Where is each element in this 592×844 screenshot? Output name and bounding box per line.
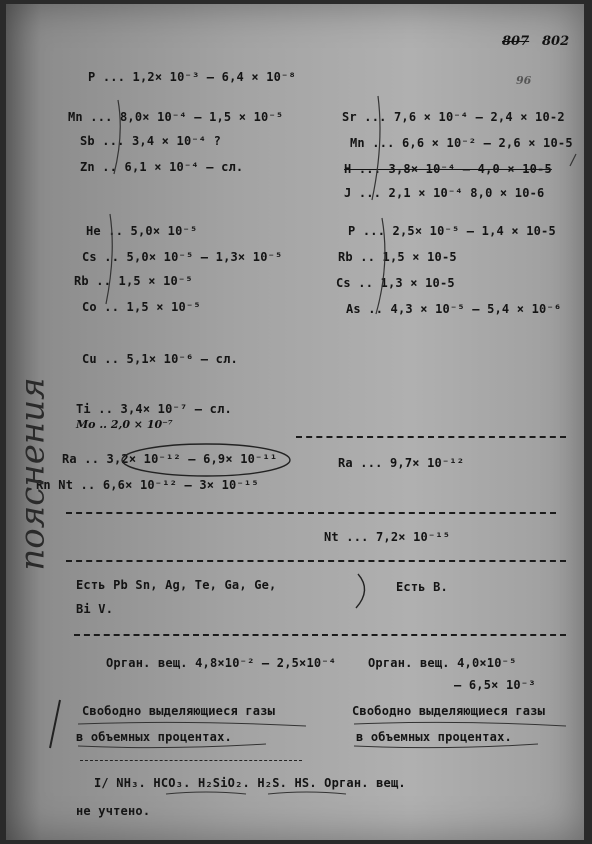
organic-right-line1: Орган. вещ. 4,0×10⁻⁵ <box>368 656 517 670</box>
right-line-sr: Sr ... 7,6 × 10⁻⁴ – 2,4 × 10-2 <box>342 110 565 124</box>
page-number: 802 <box>542 34 570 49</box>
organic-right-line2: – 6,5× 10⁻³ <box>454 678 536 692</box>
separator-dashes-3 <box>66 560 566 562</box>
traces-left-line2: Bi V. <box>76 602 114 616</box>
right-line-j: J ... 2,1 × 10⁻⁴ 8,0 × 10-6 <box>344 186 545 200</box>
gases-right-line1: Свободно выделяющиеся газы <box>352 704 546 718</box>
gases-left-line2: в объемных процентах. <box>76 730 232 744</box>
gases-right-line2: в объемных процентах. <box>356 730 512 744</box>
left-line-p: P ... 1,2× 10⁻³ – 6,4 × 10⁻⁸ <box>88 70 296 84</box>
traces-right: Есть B. <box>396 580 448 594</box>
left-line-mn: Mn ... 8,0× 10⁻⁴ – 1,5 × 10⁻⁵ <box>68 110 284 124</box>
document-page <box>6 4 584 840</box>
left-line-rb: Rb .. 1,5 × 10⁻⁵ <box>74 274 193 288</box>
footer-line1: I/ NH₃. HCO₃. H₂SiO₂. H₂S. HS. Орган. вещ. <box>94 776 406 790</box>
footer-line2: не учтено. <box>76 804 151 818</box>
margin-number: 96 <box>516 74 532 87</box>
right-line-as: As .. 4,3 × 10⁻⁵ – 5,4 × 10⁻⁶ <box>346 302 562 316</box>
struck-page-number: 807 <box>502 34 530 49</box>
left-line-ti: Ti .. 3,4× 10⁻⁷ – сл. <box>76 402 232 416</box>
separator-dashes-2 <box>66 512 556 514</box>
radium-right: Ra ... 9,7× 10⁻¹² <box>338 456 465 470</box>
right-line-rb: Rb .. 1,5 × 10-5 <box>338 250 457 264</box>
left-line-he: He .. 5,0× 10⁻⁵ <box>86 224 198 238</box>
organic-left: Орган. вещ. 4,8×10⁻² – 2,5×10⁻⁴ <box>106 656 337 670</box>
left-line-mo: Mo .. 2,0 × 10⁻⁷ <box>76 418 173 431</box>
gases-left-line1: Свободно выделяющиеся газы <box>82 704 276 718</box>
left-line-cs: Cs .. 5,0× 10⁻⁵ – 1,3× 10⁻⁵ <box>82 250 283 264</box>
radon-left: Rn Nt .. 6,6× 10⁻¹² – 3× 10⁻¹⁵ <box>36 478 259 492</box>
radium-left: Ra .. 3,2× 10⁻¹² – 6,9× 10⁻¹¹ <box>62 452 278 466</box>
right-line-cs: Cs .. 1,3 × 10-5 <box>336 276 455 290</box>
left-line-co: Co .. 1,5 × 10⁻⁵ <box>82 300 201 314</box>
separator-dashes-4 <box>74 634 566 636</box>
traces-left-line1: Есть Pb Sn, Ag, Te, Ga, Ge, <box>76 578 277 592</box>
left-line-sb: Sb ... 3,4 × 10⁻⁴ ? <box>80 134 222 148</box>
radon-right: Nt ... 7,2× 10⁻¹⁵ <box>324 530 451 544</box>
separator-dashes-1 <box>296 436 566 438</box>
footer-separator <box>80 760 302 761</box>
left-line-zn: Zn .. 6,1 × 10⁻⁴ – сл. <box>80 160 244 174</box>
left-line-cu: Cu .. 5,1× 10⁻⁶ – сл. <box>82 352 238 366</box>
right-line-mn: Mn ... 6,6 × 10⁻² – 2,6 × 10-5 <box>350 136 573 150</box>
right-line-h-struck: H ... 3,8× 10⁻⁴ – 4,0 × 10-5 <box>344 162 552 176</box>
margin-handwriting: пояснения <box>12 377 53 571</box>
right-line-p: P ... 2,5× 10⁻⁵ – 1,4 × 10-5 <box>348 224 556 238</box>
